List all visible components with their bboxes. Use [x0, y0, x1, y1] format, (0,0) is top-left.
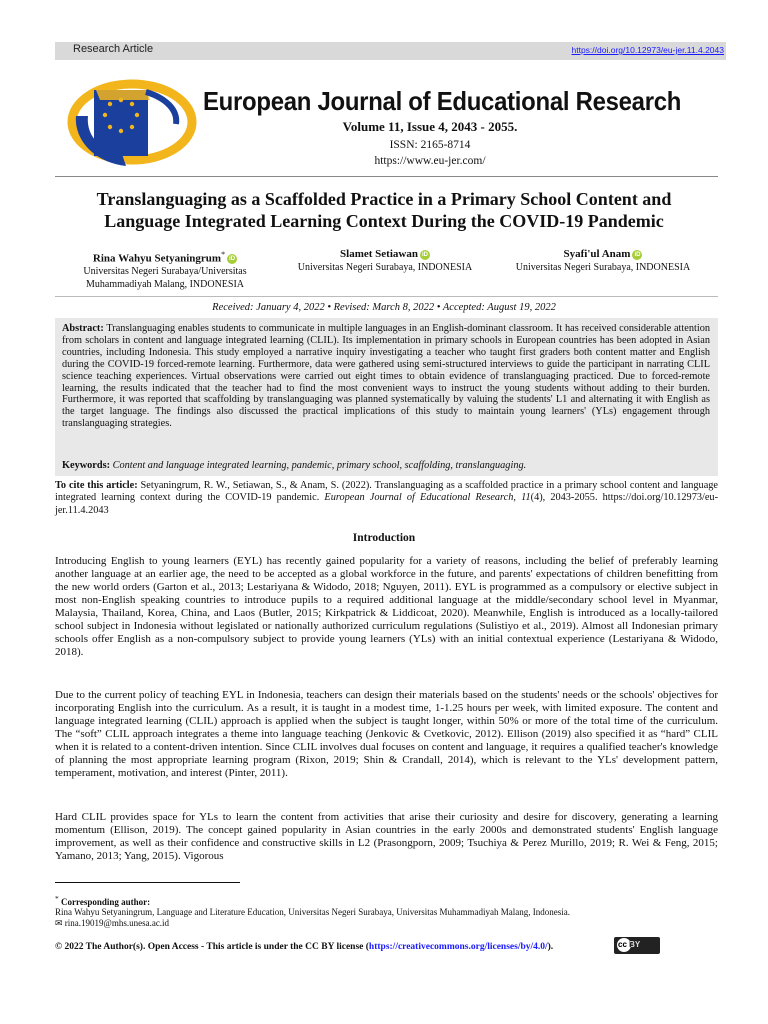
corresponding-mark: * — [221, 250, 226, 259]
cc-by-badge-icon[interactable] — [614, 937, 660, 954]
article-dates: Received: January 4, 2022 • Revised: March 8, 2022 • Accepted: August 19, 2022 — [212, 302, 556, 313]
keywords-label: Keywords: — [62, 460, 111, 471]
journal-volume: Volume 11, Issue 4, 2043 - 2055. — [342, 119, 518, 134]
intro-paragraph-3: Hard CLIL provides space for YLs to learn the content from activities that arise their curiosity and desire for discovery, generating a learning momentum (Ellison, 2019). The concept gained popularity in Asian countries in the early 2000s and demonstrated students' English language improvement, as well as their confidence and constructive skills in L2 (Prasongporn, 2009; Tsuchiya & Perez Murillo, 2019; R. Wei & Feng, 2015; Yamano, 2013; Yang, 2015). Vigorous — [55, 811, 718, 862]
author-affiliation: Universitas Negeri Surabaya, INDONESIA — [515, 262, 691, 273]
article-title — [40, 188, 728, 232]
authors-divider — [55, 296, 718, 297]
abstract — [62, 323, 710, 430]
footnote-label: Corresponding author: — [61, 897, 151, 907]
envelope-icon: ✉ — [55, 918, 63, 928]
citation-text: Setyaningrum, R. W., Setiawan, S., & Anam, S. (2022). Translanguaging as a scaffolded practice in a primary school content and language integrated learning context during the COVID-19 pandemic. — [55, 480, 718, 504]
license-end: ). — [547, 942, 554, 952]
author-affiliation: Muhammadiyah Malang, INDONESIA — [85, 279, 245, 291]
license-text: © 2022 The Author(s). Open Access - This article is under the CC BY license ( — [55, 942, 369, 952]
orcid-icon[interactable]: iD — [229, 256, 236, 263]
journal-issn: ISSN: 2165-8714 — [389, 139, 471, 151]
footnote-rule — [55, 882, 240, 883]
orcid-icon[interactable]: iD — [421, 251, 428, 258]
citation-label: To cite this article: — [55, 480, 138, 491]
section-heading-introduction: Introduction — [352, 532, 416, 544]
abstract-label: Abstract: — [62, 323, 104, 334]
author-affiliation: Universitas Negeri Surabaya/Universitas — [83, 266, 247, 278]
footnote-email-row — [55, 918, 718, 929]
footnote-heading — [55, 893, 718, 908]
intro-paragraph-1: Introducing English to young learners (EYL) has recently gained popularity for a variety of reasons, including the belief of preferably learning another language at an earlier age, the need to be accepted as a global workforce in the future, and parents' expectations of children benefitting from the new world orders (Garton et al., 2013; Lestariyana & Widodo, 2018; Nguyen, 2011). EYL is programmed as a compulsory or elective subject in most non-English speaking countries to introduce pupils to a required additional language at the middle/secondary school level in Myanmar, Malaysia, Thailand, Korea, China, and Laos (Butler, 2015; Kirkpatrick & Liddicoat, 2020). Meanwhile, English is introduced as a locally-tailored school subject in Indonesia without legislated or nationally authorized curriculum regulations (Sulistiyo et al., 2019). Almost all Indonesian primary schools offer English as a non-compulsory subject to provide young learners (YLs) with an initial contextual experience (Lestariyana & Widodo, 2018). — [55, 555, 718, 658]
footnote-mark: * — [55, 894, 59, 903]
author-3 — [483, 248, 723, 274]
footnote-email[interactable]: rina.19019@mhs.unesa.ac.id — [64, 918, 170, 928]
orcid-icon[interactable]: iD — [634, 251, 641, 258]
keywords — [62, 460, 710, 472]
license-link[interactable]: https://creativecommons.org/licenses/by/4.0/ — [368, 942, 548, 952]
header-bar — [55, 42, 726, 60]
title-line-2: Language Integrated Learning Context During the COVID-19 Pandemic — [104, 211, 664, 231]
author-name: Rina Wahyu Setyaningrum — [92, 252, 222, 265]
author-1 — [45, 248, 285, 291]
citation-journal: European Journal of Educational Research, 11 — [324, 492, 531, 504]
author-affiliation: Universitas Negeri Surabaya, INDONESIA — [297, 262, 473, 273]
journal-name: European Journal of Educational Research — [203, 86, 682, 116]
title-line-1: Translanguaging as a Scaffolded Practice in a Primary School Content and — [96, 189, 672, 209]
section-label: Research Article — [73, 43, 154, 55]
abstract-text: Translanguaging enables students to communicate in multiple languages in an English-dominant classroom. It has received considerable attention from scholars in content and language integrated learning (CLIL). Its implementation in primary schools in European countries has been adopted in Asian countries, including Indonesia. This study employed a narrative inquiry investigating a teacher who taught first graders both content matter and English during the COVID-19 forced-remote learning. Furthermore, data were gathered using semi-structured interviews to guide the participant in narrating CLIL science teaching experiences. Virtual observations were carried out eight times to obtain evidence of translanguaging practiced. Due to forced-remote learning, the results indicated that the teacher had to find the most convenient ways to instruct the young students without adding to their burden. Furthermore, it was reported that scaffolding by translanguaging was planned systematically by valuing the students' L1 and alternating it with English as the target language. The findings also discussed the practical implications of this study to maintain young learners' (YLs) engagement through translanguaging strategies. — [62, 323, 710, 430]
header-divider — [55, 176, 718, 177]
keywords-text: Content and language integrated learning, pandemic, primary school, scaffolding, translanguaging. — [112, 460, 527, 471]
citation-rest: (4), 2043-2055. https://doi.org/10.12973/eu-jer.11.4.2043 — [55, 492, 719, 516]
license-footer — [55, 942, 553, 952]
intro-paragraph-2: Due to the current policy of teaching EYL in Indonesia, teachers can design their materials based on the students' needs or the schools' objectives for incorporating English into the curriculum. As a result, it is taught in a modest time, 1-1.25 hours per week, with limited exposure. The content and language integrated learning (CLIL) approach is applied when the subject is taught longer, within 50% or more of the total time of the curriculum. The “soft” CLIL approach integrates a theme into language teaching (Jenkovic & Cvetkovic, 2012). Ellison (2019) also specified it as “hard” CLIL when it is related to a content-driven intention. Since CLIL involves dual focuses on content and language, it requires a qualified teacher's knowledge of planning the most appropriate learning program (Rixon, 2019; Shin & Crandall, 2014), which is relevant to the YLs' development pattern, temperament, motivation, and interest (Pinter, 2011). — [55, 689, 718, 779]
cc-badge-label: cc BY — [618, 940, 641, 949]
author-2 — [265, 248, 505, 274]
journal-website[interactable]: https://www.eu-jer.com/ — [374, 155, 486, 167]
doi-link[interactable]: https://doi.org/10.12973/eu-jer.11.4.2043 — [571, 45, 724, 55]
footnote-affiliation: Rina Wahyu Setyaningrum, Language and Literature Education, Universitas Negeri Surabaya, Universitas Muhammadiyah Malang, Indonesia. — [55, 907, 570, 917]
citation — [55, 480, 718, 517]
author-name: Slamet Setiawan — [340, 248, 418, 260]
author-name: Syafi'ul Anam — [563, 248, 631, 260]
